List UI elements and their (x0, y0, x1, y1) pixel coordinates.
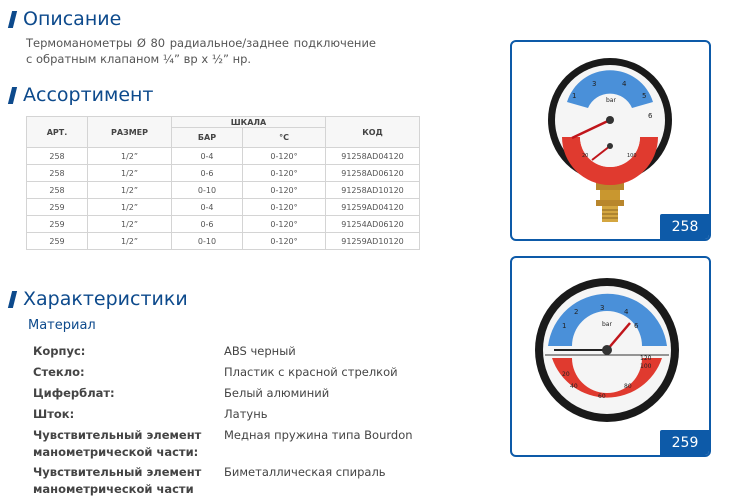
table-cell-art: 259 (27, 233, 88, 250)
svg-text:bar: bar (606, 97, 616, 104)
spec-label-line2: манометрической части (33, 482, 194, 496)
thermomanometer-axial-image (512, 258, 709, 455)
svg-text:3: 3 (592, 80, 597, 88)
svg-text:2: 2 (574, 308, 579, 316)
table-cell-code: 91254AD06120 (326, 216, 420, 233)
header-code: КОД (326, 117, 420, 148)
spec-label-line1-text: Чувствительный элемент (33, 465, 202, 479)
heading-slash-icon (8, 87, 17, 104)
heading-slash-icon (8, 291, 17, 308)
table-row (27, 216, 420, 233)
spec-label: Шток: (33, 407, 75, 421)
table-row (27, 148, 420, 165)
table-cell-bar: 0-4 (172, 148, 243, 165)
header-scale: ШКАЛА (172, 117, 326, 128)
table-cell-celsius: 0-120° (243, 216, 326, 233)
header-bar: БАР (172, 128, 243, 148)
description-title: Описание (23, 8, 122, 30)
characteristics-heading (10, 288, 188, 310)
material-subtitle: Материал (28, 318, 96, 333)
table-cell-size: 1/2” (88, 148, 172, 165)
header-size: РАЗМЕР (88, 117, 172, 148)
table-cell-bar: 0-6 (172, 216, 243, 233)
svg-text:40: 40 (570, 383, 578, 390)
spec-value: ABS черный (224, 344, 296, 358)
table-cell-bar: 0-10 (172, 233, 243, 250)
spec-label-line2: манометрической части: (33, 445, 199, 459)
assortment-title: Ассортимент (23, 84, 154, 106)
spec-value: Биметаллическая спираль (224, 465, 386, 479)
spec-label-line1 (33, 427, 215, 444)
spec-value: Пластик с красной стрелкой (224, 365, 398, 379)
table-cell-art: 258 (27, 182, 88, 199)
svg-text:bar: bar (602, 321, 612, 328)
table-cell-bar: 0-6 (172, 165, 243, 182)
table-cell-size: 1/2” (88, 165, 172, 182)
assortment-heading (10, 84, 154, 106)
table-row (27, 199, 420, 216)
spec-label (33, 464, 215, 498)
table-cell-art: 258 (27, 165, 88, 182)
header-art: АРТ. (27, 117, 88, 148)
table-cell-bar: 0-10 (172, 182, 243, 199)
table-cell-art: 259 (27, 216, 88, 233)
heading-slash-icon (8, 11, 17, 28)
svg-text:20: 20 (562, 371, 570, 378)
spec-label: Циферблат: (33, 386, 115, 400)
characteristics-title: Характеристики (23, 288, 188, 310)
svg-text:4: 4 (622, 80, 627, 88)
table-row (27, 165, 420, 182)
table-cell-art: 258 (27, 148, 88, 165)
table-cell-code: 91258AD04120 (326, 148, 420, 165)
table-cell-bar: 0-4 (172, 199, 243, 216)
table-cell-size: 1/2” (88, 216, 172, 233)
table-cell-celsius: 0-120° (243, 233, 326, 250)
svg-text:20: 20 (582, 153, 589, 159)
table-cell-code: 91258AD10120 (326, 182, 420, 199)
svg-text:80: 80 (624, 383, 632, 390)
table-cell-celsius: 0-120° (243, 199, 326, 216)
svg-text:60: 60 (598, 393, 606, 400)
table-row (27, 233, 420, 250)
spec-label: Корпус: (33, 344, 86, 358)
table-cell-code: 91259AD04120 (326, 199, 420, 216)
table-cell-art: 259 (27, 199, 88, 216)
svg-text:120: 120 (640, 355, 652, 362)
svg-text:3: 3 (600, 304, 605, 312)
product-tag: 258 (660, 214, 710, 240)
table-cell-celsius: 0-120° (243, 148, 326, 165)
description-text: Термоманометры Ø 80 радиальное/заднее подключение с обратным клапаном ¼” вр х ½” нр. (26, 36, 376, 66)
assortment-table (26, 116, 420, 250)
spec-label (33, 427, 215, 461)
spec-label: Стекло: (33, 365, 85, 379)
svg-text:6: 6 (648, 112, 653, 120)
table-row (27, 182, 420, 199)
description-heading (10, 8, 121, 30)
product-tag: 259 (660, 430, 710, 456)
svg-text:5: 5 (642, 92, 647, 100)
product-card-259 (510, 256, 711, 457)
product-card-258 (510, 40, 711, 241)
svg-text:6: 6 (634, 322, 639, 330)
spec-label-line1 (33, 464, 215, 481)
svg-text:4: 4 (624, 308, 629, 316)
svg-text:100: 100 (640, 363, 652, 370)
spec-value: Белый алюминий (224, 386, 330, 400)
table-cell-code: 91259AD10120 (326, 233, 420, 250)
table-cell-size: 1/2” (88, 233, 172, 250)
svg-text:1: 1 (572, 92, 577, 100)
header-celsius: °С (243, 128, 326, 148)
table-cell-celsius: 0-120° (243, 182, 326, 199)
svg-text:100: 100 (627, 153, 637, 159)
thermomanometer-radial-image (512, 42, 709, 239)
spec-value: Медная пружина типа Bourdon (224, 428, 413, 442)
table-cell-celsius: 0-120° (243, 165, 326, 182)
spec-label-line1-text: Чувствительный элемент (33, 428, 202, 442)
spec-value: Латунь (224, 407, 268, 421)
table-cell-code: 91258AD06120 (326, 165, 420, 182)
table-cell-size: 1/2” (88, 199, 172, 216)
table-cell-size: 1/2” (88, 182, 172, 199)
svg-text:1: 1 (562, 322, 567, 330)
